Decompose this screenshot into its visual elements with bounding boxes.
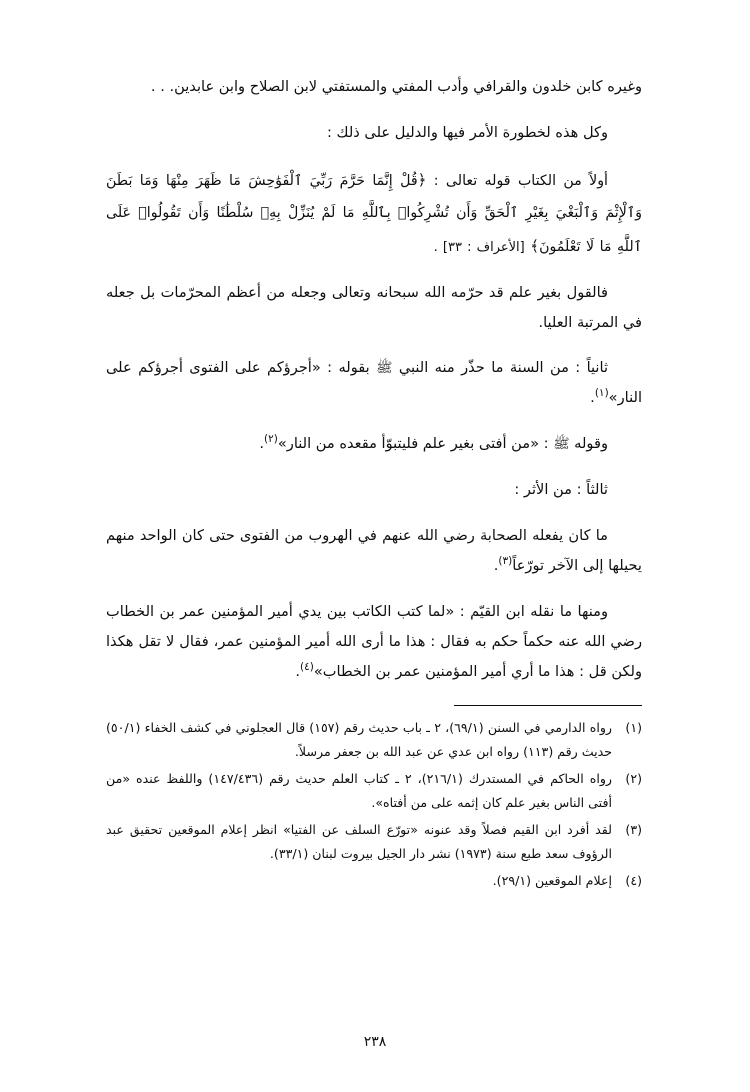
ibn-qayyim-text: ومنها ما نقله ابن القيّم : «لما كتب الكاتب بين يدي أمير المؤمنين عمر بن الخطاب رضي الله عنه حكماً حكم به فقال : هذا ما أرى الله أمير المؤمنين عمر، فقال لا تقل هكذا ولكن قل : هذا ما أري أمير المؤمنين عمر بن الخطاب» bbox=[106, 602, 642, 680]
footnote-ref-1[interactable]: (١) bbox=[594, 387, 609, 400]
ayah-close-bracket: ﴾ bbox=[530, 236, 540, 255]
footnote-marker: (١) bbox=[625, 719, 642, 735]
footnote-text: لقد أفرد ابن القيم فصلاً وقد عنونه «تورّع السلف عن الفتيا» انظر إعلام الموقعين تحقيق عبد الرؤوف سعد طبع سنة (١٩٧٣) نشر دار الجيل بيروت لبنان (٣٣/١). bbox=[106, 821, 612, 862]
peace-be-upon-him-icon: ﷺ bbox=[553, 436, 570, 453]
athar-paragraph bbox=[106, 521, 642, 581]
footnote-separator-rule bbox=[454, 705, 642, 706]
paragraph-1: وغيره كابن خلدون والقرافي وأدب المفتي والمستفتي لابن الصلاح وابن عابدين. . . bbox=[150, 78, 642, 95]
footnote-text: إعلام الموقعين (٢٩/١). bbox=[492, 872, 612, 888]
hadith-paragraph-2 bbox=[106, 429, 642, 459]
hadith-paragraph-1 bbox=[106, 353, 642, 413]
footnotes-block bbox=[106, 716, 642, 894]
athar-tail: . bbox=[493, 557, 499, 575]
ibn-qayyim-paragraph bbox=[106, 597, 642, 687]
main-text-block bbox=[106, 72, 642, 687]
footnote-ref-4[interactable]: (٤) bbox=[300, 660, 314, 673]
quran-reference: [الأعراف : ٣٣] . bbox=[433, 239, 525, 255]
footnote-item bbox=[106, 818, 642, 867]
footnote-item bbox=[106, 869, 642, 894]
footnote-marker: (٢) bbox=[625, 770, 642, 786]
footnote-item bbox=[106, 716, 642, 765]
paragraph-3: فالقول بغير علم قد حرّمه الله سبحانه وتعالى وجعله من أعظم المحرّمات بل جعله في المرتبة العليا. bbox=[106, 283, 642, 331]
page-number: ٢٣٨ bbox=[363, 1034, 387, 1050]
quran-verse-text: قُلْ إِنَّمَا حَرَّمَ رَبِّيَ ٱلْفَوَٰحِشَ مَا ظَهَرَ مِنْهَا وَمَا بَطَنَ وَٱلْإِثْمَ وَٱلْبَغْيَ بِغَيْرِ ٱلْحَقِّ وَأَن تُشْرِكُوا۟ بِٱللَّهِ مَا لَمْ يُنَزِّلْ بِهِۦ سُلْطَٰنًا وَأَن تَقُولُوا۟ عَلَى ٱللَّهِ مَا لَا تَعْلَمُونَ bbox=[106, 172, 642, 255]
footnote-item bbox=[106, 767, 642, 816]
hadith-1-text: بقوله : «أجرؤكم على الفتوى أجرؤكم على النار» bbox=[106, 359, 642, 407]
quran-quote-block bbox=[106, 164, 642, 264]
footnote-text: رواه الحاكم في المستدرك (٢١٦/١)، ٢ ـ كتاب العلم حديث رقم (١٤٧/٤٣٦) واللفظ عنده «من أفتى الناس بغير علم كان إثمه على من أفتاه». bbox=[106, 770, 612, 811]
ayah-open-bracket: ﴿ bbox=[417, 170, 427, 189]
hadith-2-tail: . bbox=[259, 435, 264, 453]
ibn-qayyim-tail: . bbox=[295, 662, 301, 680]
footnote-ref-2[interactable]: (٢) bbox=[263, 433, 278, 446]
athar-text: ما كان يفعله الصحابة رضي الله عنهم في الهروب من الفتوى حتى كان الواحد منهم يحيلها إلى الآخر تورّعاً bbox=[106, 527, 642, 575]
footnote-text: رواه الدارمي في السنن (٦٩/١)، ٢ ـ باب حديث رقم (١٥٧) قال العجلوني في كشف الخفاء (٥٠/١) حديث رقم (١١٣) رواه ابن عدي عن عبد الله بن جعفر مرسلاً. bbox=[106, 719, 613, 760]
quran-lead-in: أولاً من الكتاب قوله تعالى : bbox=[433, 172, 608, 189]
footnote-ref-3[interactable]: (٣) bbox=[498, 555, 513, 568]
hadith-2-lead: وقوله bbox=[574, 435, 608, 453]
peace-be-upon-him-icon: ﷺ bbox=[376, 360, 393, 377]
footnote-marker: (٤) bbox=[625, 872, 642, 888]
hadith-1-lead: ثانياً : من السنة ما حذّر منه النبي bbox=[398, 359, 609, 377]
hadith-1-tail: . bbox=[590, 389, 595, 407]
paragraph-2: وكل هذه لخطورة الأمر فيها والدليل على ذلك : bbox=[326, 123, 608, 141]
footnote-marker: (٣) bbox=[625, 821, 642, 837]
hadith-2-text: : «من أفتى بغير علم فليتبوّأ مقعده من النار» bbox=[277, 435, 549, 453]
paragraph-4: ثالثاً : من الأثر : bbox=[514, 481, 608, 499]
